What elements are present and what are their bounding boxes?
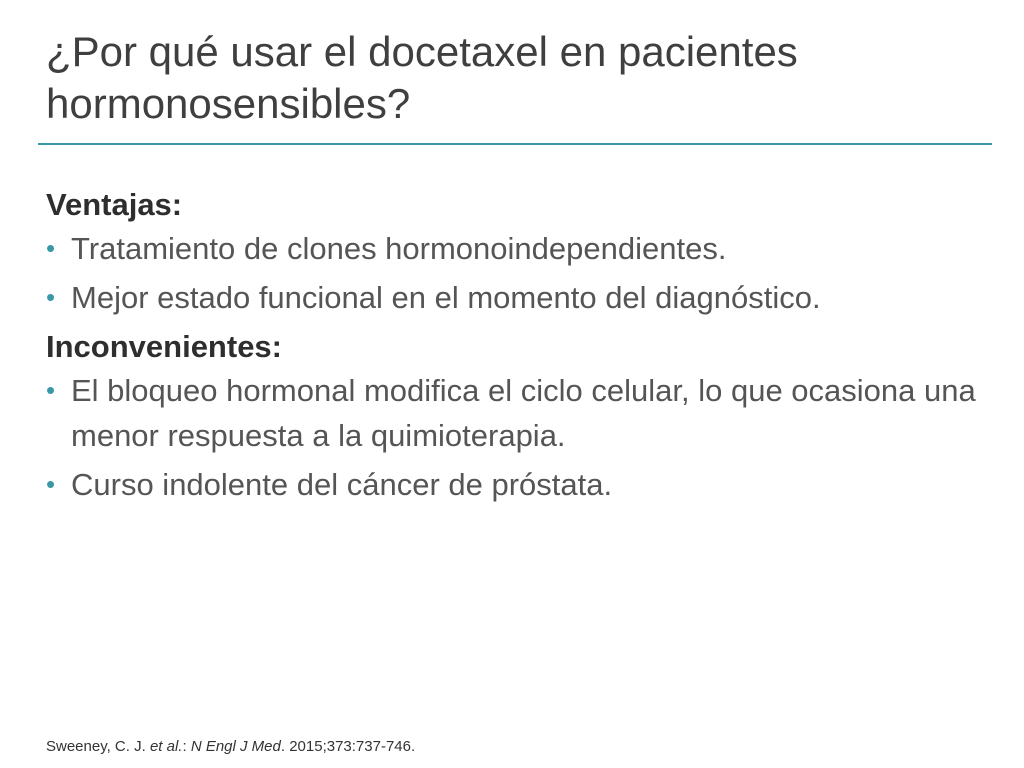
slide-body (46, 184, 996, 513)
bullet-icon: • (46, 469, 56, 499)
citation-etal: et al. (149, 738, 183, 755)
list-item (46, 275, 996, 320)
citation-details: . 2015;373:737-746. (280, 738, 416, 755)
inconvenientes-heading: Inconvenientes: (46, 329, 282, 364)
slide-title (46, 26, 986, 130)
list-item-text: El bloqueo hormonal modifica el ciclo celular, lo que ocasiona una menor respuesta a la quimioterapia. (71, 373, 976, 453)
list-item (46, 368, 996, 458)
citation-separator: : (182, 738, 191, 755)
citation (46, 738, 415, 755)
list-item (46, 462, 996, 507)
bullet-icon: • (46, 375, 56, 405)
citation-authors: Sweeney, C. J. (46, 738, 150, 755)
list-item-text: Tratamiento de clones hormonoindependientes. (71, 231, 727, 266)
ventajas-list (46, 226, 996, 320)
bullet-icon: • (46, 233, 56, 263)
inconvenientes-list (46, 368, 996, 507)
ventajas-heading: Ventajas: (46, 187, 183, 222)
list-item (46, 226, 996, 271)
title-divider (38, 143, 992, 145)
citation-journal: N Engl J Med (190, 738, 281, 755)
slide-title-line-1: ¿Por qué usar el docetaxel en pacientes (46, 28, 798, 75)
bullet-icon: • (46, 282, 56, 312)
list-item-text: Curso indolente del cáncer de próstata. (71, 467, 613, 502)
list-item-text: Mejor estado funcional en el momento del diagnóstico. (71, 280, 821, 315)
slide-title-line-2: hormonosensibles? (46, 80, 411, 127)
